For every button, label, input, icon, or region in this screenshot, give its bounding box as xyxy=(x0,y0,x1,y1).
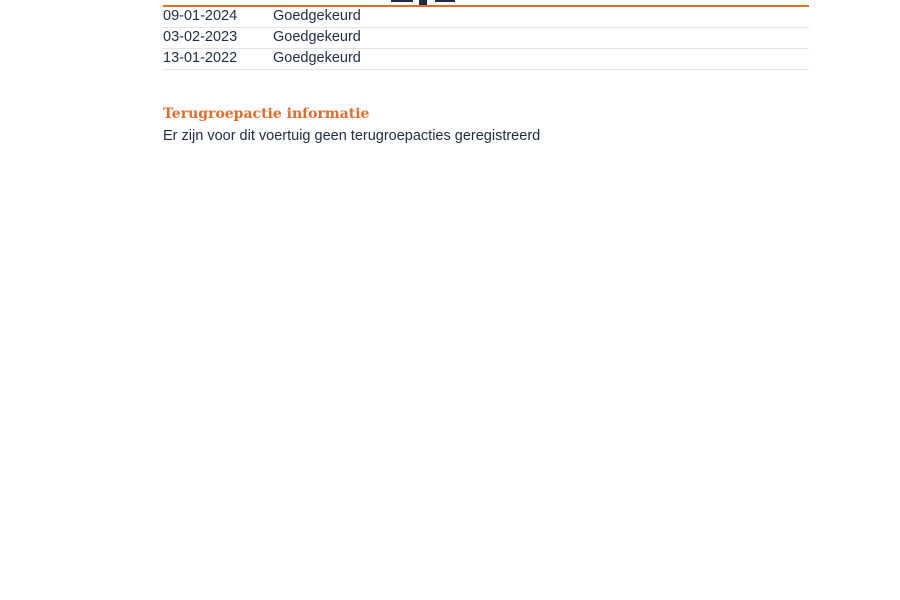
row-status: Goedgekeurd xyxy=(273,29,361,45)
row-date: 13-01-2022 xyxy=(163,50,238,66)
recall-section-title: Terugroepactie informatie xyxy=(163,106,370,122)
row-status: Goedgekeurd xyxy=(273,8,361,24)
row-date: 09-01-2024 xyxy=(163,8,238,24)
inspection-table xyxy=(163,7,809,70)
table-row xyxy=(163,28,809,49)
table-row xyxy=(163,49,809,70)
row-status: Goedgekeurd xyxy=(273,50,361,66)
table-row xyxy=(163,7,809,28)
row-date: 03-02-2023 xyxy=(163,29,238,45)
recall-section-text: Er zijn voor dit voertuig geen terugroepacties geregistreerd xyxy=(163,128,541,144)
